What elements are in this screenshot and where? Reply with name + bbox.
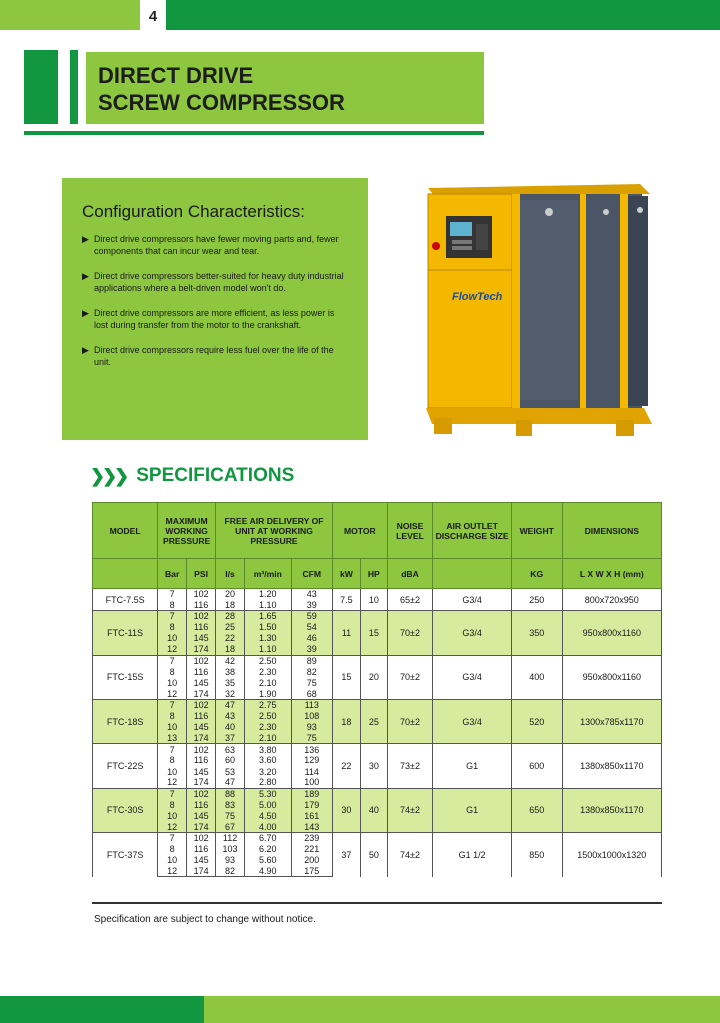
cell-cfm: 54 [291, 622, 332, 633]
cell-model: FTC-7.5S [93, 589, 158, 611]
cell-outlet: G1 [433, 788, 512, 832]
cell-ls: 22 [216, 633, 245, 644]
header-pressure: MAXIMUM WORKING PRESSURE [158, 503, 216, 559]
cell-m3min: 4.90 [245, 866, 292, 877]
cell-cfm: 239 [291, 833, 332, 844]
cell-ls: 40 [216, 722, 245, 733]
cell-noise: 74±2 [387, 833, 433, 877]
title-stripe-thin [70, 50, 78, 124]
config-list [82, 234, 350, 368]
cell-cfm: 68 [291, 688, 332, 699]
cell-cfm: 161 [291, 810, 332, 821]
page-number: 4 [148, 8, 158, 25]
cell-model: FTC-30S [93, 788, 158, 832]
cell-m3min: 2.30 [245, 666, 292, 677]
cell-m3min: 2.30 [245, 722, 292, 733]
cell-bar: 8 [158, 622, 187, 633]
cell-model: FTC-15S [93, 655, 158, 699]
cell-m3min: 1.10 [245, 600, 292, 611]
cell-m3min: 3.80 [245, 744, 292, 755]
header-model: MODEL [93, 503, 158, 559]
cell-weight: 850 [511, 833, 562, 877]
unit-blank [93, 559, 158, 589]
cell-outlet: G3/4 [433, 611, 512, 655]
cell-outlet: G3/4 [433, 699, 512, 743]
cell-psi: 116 [187, 755, 216, 766]
cell-kw: 15 [332, 655, 360, 699]
cell-bar: 7 [158, 744, 187, 755]
config-bullet-text: Direct drive compressors better-suited for heavy duty industrial applications where a belt-driven model won't do. [94, 271, 344, 293]
cell-bar: 12 [158, 777, 187, 788]
cell-m3min: 2.50 [245, 655, 292, 666]
cell-cfm: 93 [291, 722, 332, 733]
config-bullet [82, 345, 350, 368]
cell-m3min: 1.20 [245, 589, 292, 600]
unit-kw: kW [332, 559, 360, 589]
config-bullet-text: Direct drive compressors have fewer moving parts and, fewer components that can incur wear and tear. [94, 234, 339, 256]
cell-m3min: 3.20 [245, 766, 292, 777]
unit-kg: KG [511, 559, 562, 589]
cell-ls: 53 [216, 766, 245, 777]
cell-noise: 70±2 [387, 611, 433, 655]
unit-m3min: m³/min [245, 559, 292, 589]
cell-bar: 7 [158, 655, 187, 666]
cell-psi: 174 [187, 688, 216, 699]
cell-m3min: 2.10 [245, 733, 292, 744]
cell-dimensions: 1380x850x1170 [562, 744, 661, 788]
cell-ls: 25 [216, 622, 245, 633]
bottom-bar-dark [0, 996, 204, 1023]
cell-dimensions: 1300x785x1170 [562, 699, 661, 743]
cell-bar: 10 [158, 855, 187, 866]
cell-psi: 102 [187, 833, 216, 844]
table-row [93, 744, 662, 755]
header-fad: FREE AIR DELIVERY OF UNIT AT WORKING PRESSURE [216, 503, 333, 559]
cell-bar: 8 [158, 799, 187, 810]
cell-cfm: 175 [291, 866, 332, 877]
cell-kw: 7.5 [332, 589, 360, 611]
cell-ls: 37 [216, 733, 245, 744]
cell-bar: 10 [158, 722, 187, 733]
cell-psi: 145 [187, 677, 216, 688]
cell-hp: 30 [360, 744, 387, 788]
cell-bar: 10 [158, 677, 187, 688]
cell-cfm: 108 [291, 711, 332, 722]
config-box [62, 178, 368, 440]
cell-weight: 400 [511, 655, 562, 699]
unit-hp: HP [360, 559, 387, 589]
cell-bar: 10 [158, 766, 187, 777]
cell-noise: 74±2 [387, 788, 433, 832]
cell-psi: 145 [187, 810, 216, 821]
config-bullet-text: Direct drive compressors are more efficient, as less power is lost during transfer from the motor to the crankshaft. [94, 308, 335, 330]
cell-cfm: 89 [291, 655, 332, 666]
cell-weight: 600 [511, 744, 562, 788]
cell-m3min: 4.50 [245, 810, 292, 821]
cell-hp: 40 [360, 788, 387, 832]
cell-m3min: 4.00 [245, 821, 292, 832]
cell-ls: 60 [216, 755, 245, 766]
cell-outlet: G1 [433, 744, 512, 788]
cell-cfm: 75 [291, 733, 332, 744]
cell-dimensions: 1380x850x1170 [562, 788, 661, 832]
unit-ls: l/s [216, 559, 245, 589]
cell-bar: 10 [158, 810, 187, 821]
cell-psi: 174 [187, 644, 216, 655]
cell-outlet: G3/4 [433, 589, 512, 611]
cell-ls: 42 [216, 655, 245, 666]
header-noise: NOISE LEVEL [387, 503, 433, 559]
cell-ls: 38 [216, 666, 245, 677]
cell-psi: 102 [187, 699, 216, 710]
table-row [93, 611, 662, 622]
cell-bar: 8 [158, 844, 187, 855]
cell-cfm: 82 [291, 666, 332, 677]
table-bottom-rule [92, 902, 662, 904]
specifications-table [92, 502, 662, 877]
cell-cfm: 143 [291, 821, 332, 832]
cell-cfm: 43 [291, 589, 332, 600]
cell-m3min: 2.80 [245, 777, 292, 788]
page-title [98, 62, 345, 116]
cell-dimensions: 950x800x1160 [562, 611, 661, 655]
cell-psi: 116 [187, 666, 216, 677]
cell-bar: 12 [158, 688, 187, 699]
unit-dba: dBA [387, 559, 433, 589]
cell-m3min: 2.10 [245, 677, 292, 688]
cell-psi: 102 [187, 655, 216, 666]
cell-cfm: 136 [291, 744, 332, 755]
cell-psi: 116 [187, 600, 216, 611]
cell-ls: 47 [216, 699, 245, 710]
cell-cfm: 59 [291, 611, 332, 622]
table-row [93, 833, 662, 844]
cell-psi: 174 [187, 821, 216, 832]
cell-kw: 37 [332, 833, 360, 877]
cell-dimensions: 950x800x1160 [562, 655, 661, 699]
unit-bar: Bar [158, 559, 187, 589]
cell-model: FTC-11S [93, 611, 158, 655]
cell-m3min: 1.90 [245, 688, 292, 699]
cell-cfm: 100 [291, 777, 332, 788]
cell-bar: 7 [158, 611, 187, 622]
cell-model: FTC-18S [93, 699, 158, 743]
cell-bar: 10 [158, 633, 187, 644]
header-weight: WEIGHT [511, 503, 562, 559]
cell-weight: 250 [511, 589, 562, 611]
cell-outlet: G1 1/2 [433, 833, 512, 877]
cell-hp: 10 [360, 589, 387, 611]
header-dimensions: DIMENSIONS [562, 503, 661, 559]
cell-psi: 174 [187, 866, 216, 877]
unit-dims: L X W X H (mm) [562, 559, 661, 589]
unit-cfm: CFM [291, 559, 332, 589]
specifications-title: SPECIFICATIONS [136, 465, 295, 486]
chevron-right-icon: ❯❯❯ [90, 465, 127, 486]
cell-ls: 112 [216, 833, 245, 844]
title-stripe [24, 50, 58, 124]
cell-ls: 75 [216, 810, 245, 821]
header-motor: MOTOR [332, 503, 387, 559]
cell-bar: 8 [158, 666, 187, 677]
cell-ls: 35 [216, 677, 245, 688]
cell-cfm: 39 [291, 644, 332, 655]
cell-model: FTC-22S [93, 744, 158, 788]
cell-bar: 7 [158, 589, 187, 600]
top-bar-dark [166, 0, 720, 30]
cell-kw: 11 [332, 611, 360, 655]
cell-cfm: 114 [291, 766, 332, 777]
table-row [93, 589, 662, 600]
cell-cfm: 200 [291, 855, 332, 866]
cell-m3min: 2.75 [245, 699, 292, 710]
triangle-bullet-icon: ▶ [82, 345, 89, 355]
cell-weight: 350 [511, 611, 562, 655]
cell-ls: 18 [216, 600, 245, 611]
cell-kw: 18 [332, 699, 360, 743]
config-bullet [82, 234, 350, 257]
config-bullet [82, 308, 350, 331]
cell-m3min: 5.00 [245, 799, 292, 810]
cell-ls: 43 [216, 711, 245, 722]
cell-hp: 15 [360, 611, 387, 655]
compressor-image [420, 176, 660, 442]
cell-psi: 116 [187, 622, 216, 633]
cell-weight: 650 [511, 788, 562, 832]
cell-bar: 7 [158, 788, 187, 799]
cell-bar: 13 [158, 733, 187, 744]
cell-outlet: G3/4 [433, 655, 512, 699]
cell-model: FTC-37S [93, 833, 158, 877]
title-line-2: SCREW COMPRESSOR [98, 90, 345, 115]
cell-psi: 102 [187, 589, 216, 600]
cell-kw: 30 [332, 788, 360, 832]
config-bullet [82, 271, 350, 294]
cell-m3min: 3.60 [245, 755, 292, 766]
cell-ls: 93 [216, 855, 245, 866]
unit-outlet [433, 559, 512, 589]
unit-psi: PSI [187, 559, 216, 589]
cell-cfm: 75 [291, 677, 332, 688]
cell-psi: 116 [187, 799, 216, 810]
cell-cfm: 113 [291, 699, 332, 710]
config-bullet-text: Direct drive compressors require less fuel over the life of the unit. [94, 345, 334, 367]
cell-ls: 18 [216, 644, 245, 655]
cell-psi: 145 [187, 633, 216, 644]
cell-psi: 145 [187, 766, 216, 777]
top-bar-light [0, 0, 140, 30]
triangle-bullet-icon: ▶ [82, 271, 89, 281]
cell-psi: 116 [187, 711, 216, 722]
cell-ls: 63 [216, 744, 245, 755]
cell-m3min: 6.70 [245, 833, 292, 844]
cell-m3min: 2.50 [245, 711, 292, 722]
cell-psi: 116 [187, 844, 216, 855]
cell-m3min: 1.30 [245, 633, 292, 644]
cell-bar: 7 [158, 833, 187, 844]
cell-noise: 70±2 [387, 655, 433, 699]
config-heading: Configuration Characteristics: [82, 202, 305, 221]
spec-note: Specification are subject to change without notice. [94, 914, 316, 925]
cell-psi: 145 [187, 722, 216, 733]
cell-psi: 174 [187, 777, 216, 788]
cell-kw: 22 [332, 744, 360, 788]
specifications-heading [90, 465, 294, 487]
cell-bar: 8 [158, 711, 187, 722]
cell-ls: 82 [216, 866, 245, 877]
cell-psi: 102 [187, 744, 216, 755]
cell-cfm: 221 [291, 844, 332, 855]
cell-weight: 520 [511, 699, 562, 743]
cell-ls: 20 [216, 589, 245, 600]
table-row [93, 788, 662, 799]
specifications-body [93, 589, 662, 877]
cell-hp: 50 [360, 833, 387, 877]
cell-bar: 8 [158, 755, 187, 766]
cell-ls: 67 [216, 821, 245, 832]
cell-bar: 12 [158, 644, 187, 655]
cell-m3min: 1.50 [245, 622, 292, 633]
cell-cfm: 39 [291, 600, 332, 611]
cell-psi: 102 [187, 788, 216, 799]
cell-bar: 12 [158, 821, 187, 832]
cell-cfm: 46 [291, 633, 332, 644]
header-outlet: AIR OUTLET DISCHARGE SIZE [433, 503, 512, 559]
cell-hp: 20 [360, 655, 387, 699]
flowtech-logo: FlowTech [452, 291, 503, 303]
cell-ls: 88 [216, 788, 245, 799]
cell-bar: 8 [158, 600, 187, 611]
cell-bar: 7 [158, 699, 187, 710]
cell-psi: 102 [187, 611, 216, 622]
title-underline [24, 131, 484, 135]
bottom-bar-light [204, 996, 720, 1023]
cell-psi: 174 [187, 733, 216, 744]
cell-noise: 70±2 [387, 699, 433, 743]
cell-cfm: 189 [291, 788, 332, 799]
cell-m3min: 5.60 [245, 855, 292, 866]
cell-m3min: 1.65 [245, 611, 292, 622]
title-line-1: DIRECT DRIVE [98, 63, 254, 88]
cell-ls: 103 [216, 844, 245, 855]
cell-dimensions: 800x720x950 [562, 589, 661, 611]
cell-ls: 47 [216, 777, 245, 788]
cell-cfm: 179 [291, 799, 332, 810]
triangle-bullet-icon: ▶ [82, 308, 89, 318]
cell-hp: 25 [360, 699, 387, 743]
cell-ls: 28 [216, 611, 245, 622]
cell-m3min: 5.30 [245, 788, 292, 799]
table-row [93, 699, 662, 710]
cell-m3min: 1.10 [245, 644, 292, 655]
cell-m3min: 6.20 [245, 844, 292, 855]
cell-cfm: 129 [291, 755, 332, 766]
cell-ls: 83 [216, 799, 245, 810]
cell-dimensions: 1500x1000x1320 [562, 833, 661, 877]
cell-noise: 65±2 [387, 589, 433, 611]
cell-psi: 145 [187, 855, 216, 866]
table-row [93, 655, 662, 666]
triangle-bullet-icon: ▶ [82, 234, 89, 244]
cell-bar: 12 [158, 866, 187, 877]
cell-noise: 73±2 [387, 744, 433, 788]
cell-ls: 32 [216, 688, 245, 699]
